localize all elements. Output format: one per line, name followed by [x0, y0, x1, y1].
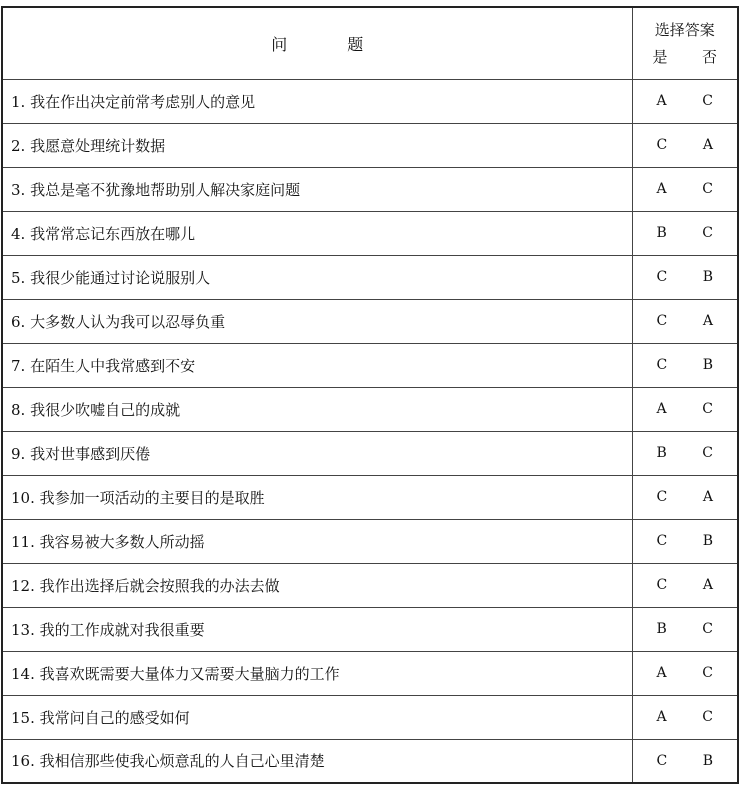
table-row [2, 299, 738, 343]
no-answer: B [702, 269, 713, 285]
question-text: 2. 我愿意处理统计数据 [2, 123, 632, 167]
question-rows [2, 79, 738, 783]
question-header-char-2: 题 [347, 34, 364, 54]
no-answer: A [702, 313, 713, 329]
table-row [2, 563, 738, 607]
no-answer: C [702, 401, 713, 417]
answer-cell [632, 651, 738, 695]
table-row [2, 255, 738, 299]
answer-cell [632, 79, 738, 123]
yes-answer: C [656, 489, 668, 505]
yes-answer: B [656, 445, 667, 461]
answer-cell [632, 211, 738, 255]
table-row [2, 167, 738, 211]
no-answer: A [702, 577, 713, 593]
question-text: 8. 我很少吹嘘自己的成就 [2, 387, 632, 431]
answer-column-header [632, 7, 738, 79]
table-row [2, 739, 738, 783]
table-row [2, 651, 738, 695]
question-text: 13. 我的工作成就对我很重要 [2, 607, 632, 651]
question-text: 11. 我容易被大多数人所动摇 [2, 519, 632, 563]
yes-answer: C [656, 533, 668, 549]
no-answer: B [702, 752, 713, 769]
question-text: 6. 大多数人认为我可以忍辱负重 [2, 299, 632, 343]
answer-cell [632, 167, 738, 211]
table-row [2, 211, 738, 255]
no-label: 否 [701, 48, 717, 66]
yes-answer: C [656, 313, 668, 329]
yes-answer: A [656, 93, 667, 109]
yes-answer: A [656, 665, 667, 681]
answer-cell [632, 739, 738, 783]
no-answer: C [702, 665, 713, 681]
no-answer: C [702, 93, 713, 109]
question-text: 14. 我喜欢既需要大量体力又需要大量脑力的工作 [2, 651, 632, 695]
yes-answer: B [656, 621, 667, 637]
yes-answer: A [656, 181, 667, 197]
answer-cell [632, 387, 738, 431]
question-text: 4. 我常常忘记东西放在哪儿 [2, 211, 632, 255]
table-row [2, 431, 738, 475]
answer-cell [632, 255, 738, 299]
answer-group-label: 选择答案 [654, 21, 715, 39]
no-answer: B [702, 357, 713, 373]
no-answer: C [702, 445, 713, 461]
no-answer: C [702, 621, 713, 637]
yes-answer: B [656, 225, 667, 241]
answer-cell [632, 343, 738, 387]
table-row [2, 343, 738, 387]
yes-answer: C [656, 137, 668, 153]
table-row [2, 475, 738, 519]
no-answer: C [702, 709, 713, 725]
answer-cell [632, 299, 738, 343]
answer-cell [632, 475, 738, 519]
yes-answer: C [656, 269, 668, 285]
yes-answer: A [656, 709, 667, 725]
no-answer: A [702, 489, 713, 505]
no-answer: B [702, 533, 713, 549]
no-answer: A [702, 137, 713, 153]
question-text: 16. 我相信那些使我心烦意乱的人自己心里清楚 [2, 739, 632, 783]
answer-cell [632, 519, 738, 563]
questionnaire-table [1, 6, 739, 784]
yes-answer: C [656, 577, 668, 593]
table-row [2, 79, 738, 123]
yes-label: 是 [652, 48, 668, 66]
answer-cell [632, 431, 738, 475]
answer-cell [632, 563, 738, 607]
yes-answer: C [656, 357, 668, 373]
table-row [2, 387, 738, 431]
question-text: 15. 我常问自己的感受如何 [2, 695, 632, 739]
yes-answer: C [656, 752, 668, 769]
question-header-char-1: 问 [271, 34, 288, 54]
question-text: 12. 我作出选择后就会按照我的办法去做 [2, 563, 632, 607]
table-row [2, 695, 738, 739]
yes-answer: A [656, 401, 667, 417]
no-answer: C [702, 181, 713, 197]
table-row [2, 123, 738, 167]
answer-cell [632, 607, 738, 651]
table-row [2, 607, 738, 651]
answer-cell [632, 695, 738, 739]
answer-cell [632, 123, 738, 167]
question-text: 5. 我很少能通过讨论说服别人 [2, 255, 632, 299]
question-text: 3. 我总是毫不犹豫地帮助别人解决家庭问题 [2, 167, 632, 211]
question-text: 1. 我在作出决定前常考虑别人的意见 [2, 79, 632, 123]
question-text: 10. 我参加一项活动的主要目的是取胜 [2, 475, 632, 519]
question-column-header [2, 7, 632, 79]
question-text: 9. 我对世事感到厌倦 [2, 431, 632, 475]
no-answer: C [702, 225, 713, 241]
question-text: 7. 在陌生人中我常感到不安 [2, 343, 632, 387]
table-row [2, 519, 738, 563]
header-row [2, 7, 738, 79]
